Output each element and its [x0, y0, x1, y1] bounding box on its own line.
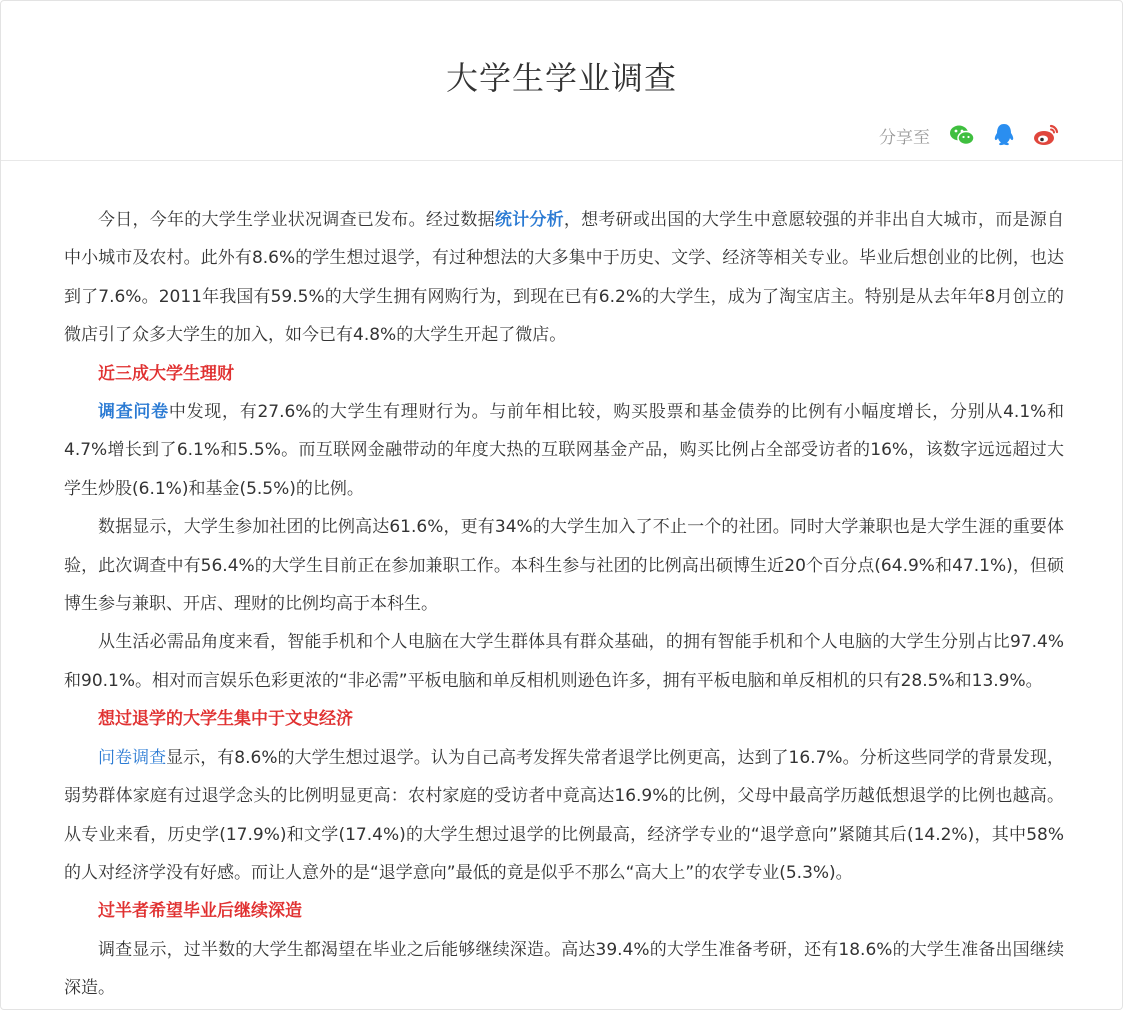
paragraph — [64, 201, 1064, 355]
paragraph-text: 今日，今年的大学生学业状况调查已发布。经过数据 — [98, 210, 495, 230]
section-heading: 想过退学的大学生集中于文史经济 — [98, 709, 353, 730]
page-title: 大学生学业调查 — [445, 59, 677, 97]
paragraph: 调查显示，过半数的大学生都渴望在毕业之后能够继续深造。高达39.4%的大学生准备考研，还有18.6%的大学生准备出国继续深造。 — [64, 939, 1064, 999]
survey-link[interactable]: 调查问卷 — [98, 402, 169, 423]
weibo-icon[interactable] — [1032, 121, 1060, 149]
paragraph — [64, 739, 1064, 893]
paragraph — [64, 393, 1064, 508]
section-heading: 近三成大学生理财 — [98, 363, 234, 384]
section-heading: 过半者希望毕业后继续深造 — [98, 901, 302, 922]
questionnaire-link[interactable]: 问卷调查 — [98, 747, 167, 768]
article-header — [1, 1, 1122, 161]
share-label: 分享至 — [879, 127, 930, 148]
share-bar — [879, 121, 1060, 149]
qq-icon[interactable] — [990, 121, 1018, 149]
paragraph-text: 显示，有8.6%的大学生想过退学。认为自己高考发挥失常者退学比例更高，达到了16.7%。分析这些同学的背景发现，弱势群体家庭有过退学念头的比例明显更高：农村家庭的受访者中竟高达16.9%的比例，父母中最高学历越低想退学的比例也越高。从专业来看，历史学(17.9%)和文学(17.4%)的大学生想过退学的比例最高，经济学专业的“退学意向”紧随其后(14.2%)，其中58%的人对经济学没有好感。而让人意外的是“退学意向”最低的竟是似乎不那么“高大上”的农学专业(5.3%)。 — [64, 747, 1064, 883]
paragraph: 数据显示，大学生参加社团的比例高达61.6%，更有34%的大学生加入了不止一个的社团。同时大学兼职也是大学生涯的重要体验，此次调查中有56.4%的大学生目前正在参加兼职工作。本科生参与社团的比例高出硕博生近20个百分点(64.9%和47.1%)，但硕博生参与兼职、开店、理财的比例均高于本科生。 — [64, 517, 1064, 615]
article-body — [64, 201, 1064, 1008]
stats-analysis-link[interactable]: 统计分析 — [494, 210, 564, 230]
paragraph: 从生活必需品角度来看，智能手机和个人电脑在大学生群体具有群众基础，的拥有智能手机和个人电脑的大学生分别占比97.4%和90.1%。相对而言娱乐色彩更浓的“非必需”平板电脑和单反相机则逊色许多，拥有平板电脑和单反相机的只有28.5%和13.9%。 — [64, 632, 1064, 691]
paragraph-text: 中发现，有27.6%的大学生有理财行为。与前年相比较，购买股票和基金债券的比例有小幅度增长，分别从4.1%和4.7%增长到了6.1%和5.5%。而互联网金融带动的年度大热的互联网基金产品，购买比例占全部受访者的16%，该数字远远超过大学生炒股(6.1%)和基金(5.5%)的比例。 — [64, 402, 1064, 499]
wechat-icon[interactable] — [948, 121, 976, 149]
paragraph-text: ，想考研或出国的大学生中意愿较强的并非出自大城市，而是源自中小城市及农村。此外有8.6%的学生想过退学，有过种想法的大多集中于历史、文学、经济等相关专业。毕业后想创业的比例，也达到了7.6%。2011年我国有59.5%的大学生拥有网购行为，到现在已有6.2%的大学生，成为了淘宝店主。特别是从去年年8月创立的微店引了众多大学生的加入，如今已有4.8%的大学生开起了微店。 — [64, 210, 1065, 346]
